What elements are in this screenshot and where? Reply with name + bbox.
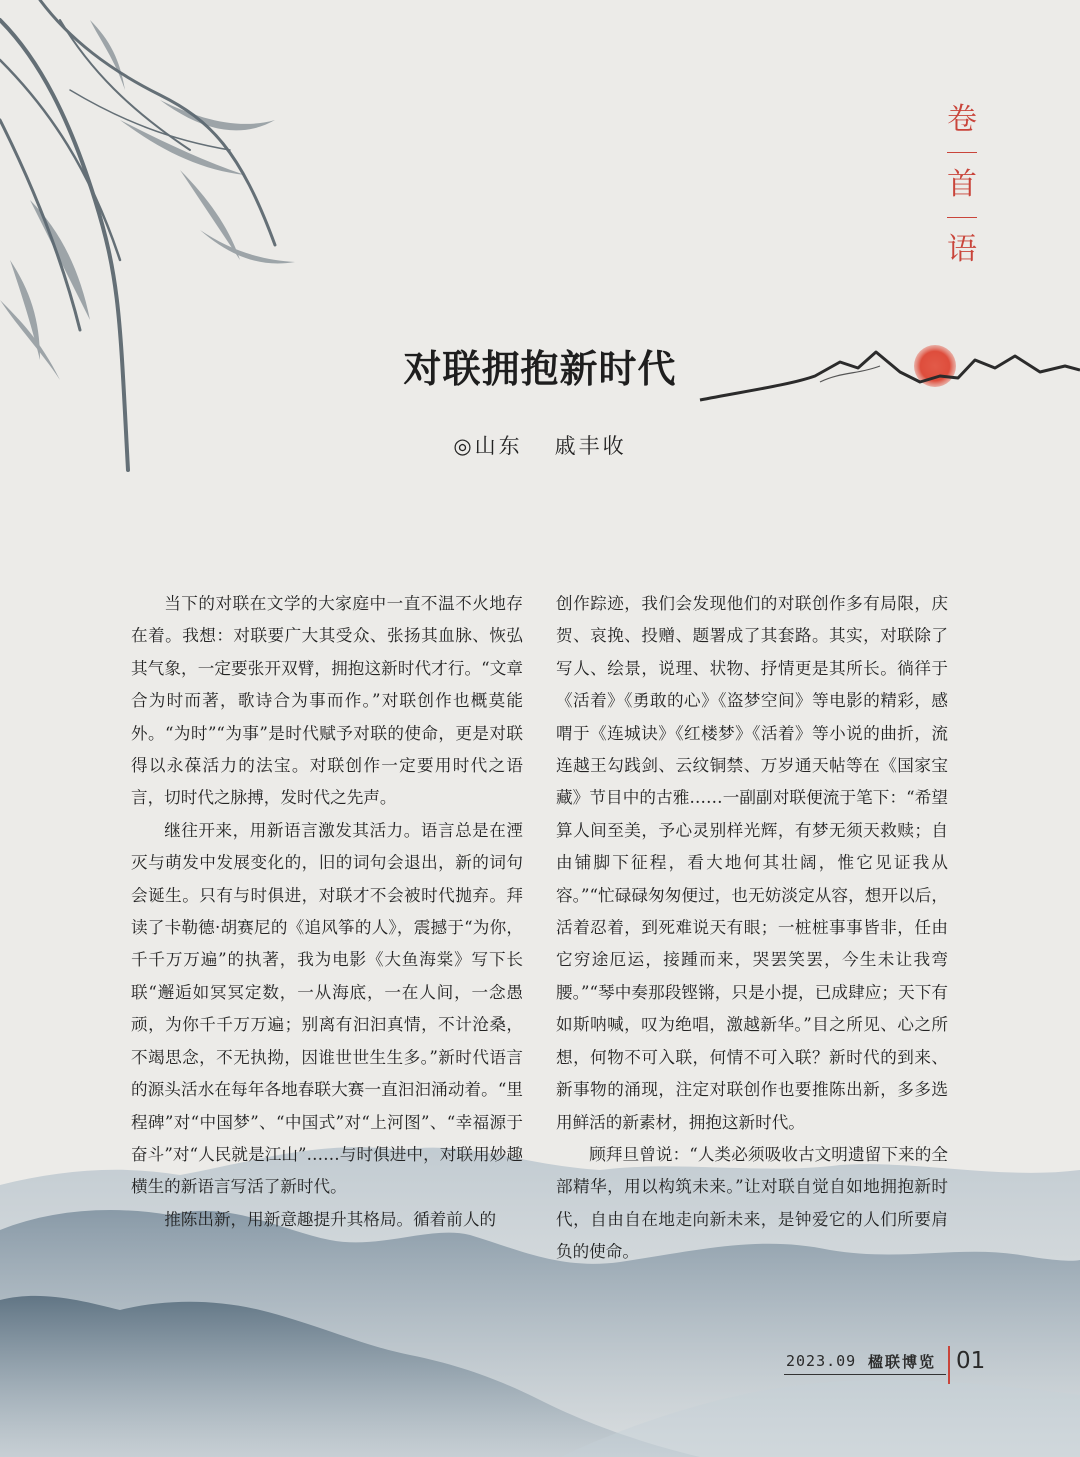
byline <box>0 430 1080 460</box>
body-paragraph: 继往开来，用新语言激发其活力。语言总是在湮灭与萌发中发展变化的，旧的词句会退出，新的词句会诞生。只有与时俱进，对联才不会被时代抛弃。拜读了卡勒德·胡赛尼的《追风筝的人》，震撼于“为你，千千万万遍”的执著，我为电影《大鱼海棠》写下长联“邂逅如冥冥定数，一从海底，一在人间，一念愚顽，为你千千万万遍；别离有汩汩真情，不计沧桑，不竭思念，不无执拗，因谁世世生生多。”新时代语言的源头活水在每年各地春联大赛一直汩汩涌动着。“里程碑”对“中国梦”、“中国式”对“上河图”、“幸福源于奋斗”对“人民就是江山”……与时俱进中，对联用妙趣横生的新语言写活了新时代。 <box>131 820 523 1197</box>
magazine-name: 楹联博览 <box>868 1353 937 1371</box>
column-tag-char: 卷 <box>947 102 977 137</box>
body-paragraph-continued: 创作踪迹，我们会发现他们的对联创作多有局限，庆贺、哀挽、投赠、题署成了其套路。其实，对联除了写人、绘景，说理、状物、抒情更是其所长。徜徉于《活着》《勇敢的心》《盗梦空间》等电影的精彩，感喟于《连城诀》《红楼梦》《活着》等小说的曲折，流连越王勾践剑、云纹铜禁、万岁通天帖等在《国家宝藏》节目中的古雅……一副副对联便流于笔下：“希望算人间至美，予心灵别样光辉，有梦无须天救赎；自由铺脚下征程，看大地何其壮阔，惟它见证我从容。”“忙碌碌匆匆便过，也无妨淡定从容，想开以后，活着忍着，到死难说天有眼；一桩桩事事皆非，任由它穷途厄运，接踵而来，哭罢笑罢，今生未让我弯腰。”“琴中奏那段铿锵，只是小提，已成肆应；天下有如斯呐喊，叹为绝唱，激越新华。”目之所见、心之所想，何物不可入联，何情不可入联？新时代的到来、新事物的涌现，注定对联创作也要推陈出新，多多选用鲜活的新素材，拥抱这新时代。 <box>556 594 948 1132</box>
footer-accent-bar <box>948 1346 950 1384</box>
body-paragraph: 顾拜旦曾说：“人类必须吸收古文明遗留下来的全部精华，用以构筑未来。”让对联自觉自如地拥抱新时代，自由自在地走向新未来，是钟爱它的人们所要肩负的使命。 <box>556 1144 948 1262</box>
body-paragraph: 当下的对联在文学的大家庭中一直不温不火地存在着。我想：对联要广大其受众、张扬其血脉、恢弘其气象，一定要张开双臂，拥抱这新时代才行。“文章合为时而著，歌诗合为事而作。”对联创作也概莫能外。“为时”“为事”是时代赋予对联的使命，更是对联得以永葆活力的法宝。对联创作一定要用时代之语言，切时代之脉搏，发时代之先声。 <box>131 594 523 808</box>
issue-date: 2023.09 <box>786 1352 857 1370</box>
byline-region: ◎山东 <box>453 434 523 458</box>
bamboo-leaves-art <box>0 20 295 380</box>
bamboo-branch-art <box>0 0 275 470</box>
article-title: 对联拥抱新时代 <box>403 346 677 391</box>
column-tag-char: 首 <box>947 167 977 202</box>
footer-rule <box>784 1374 946 1375</box>
page-footer <box>780 1346 1010 1386</box>
body-paragraph: 推陈出新，用新意趣提升其格局。循着前人的 <box>164 1209 497 1229</box>
body-column-right <box>556 588 948 1269</box>
column-tag <box>940 100 984 270</box>
byline-author: 戚丰收 <box>554 434 627 458</box>
column-tag-divider <box>947 217 977 218</box>
column-tag-divider <box>947 152 977 153</box>
column-tag-char: 语 <box>947 232 977 267</box>
page-number: 01 <box>956 1348 986 1374</box>
body-column-left <box>131 588 523 1236</box>
